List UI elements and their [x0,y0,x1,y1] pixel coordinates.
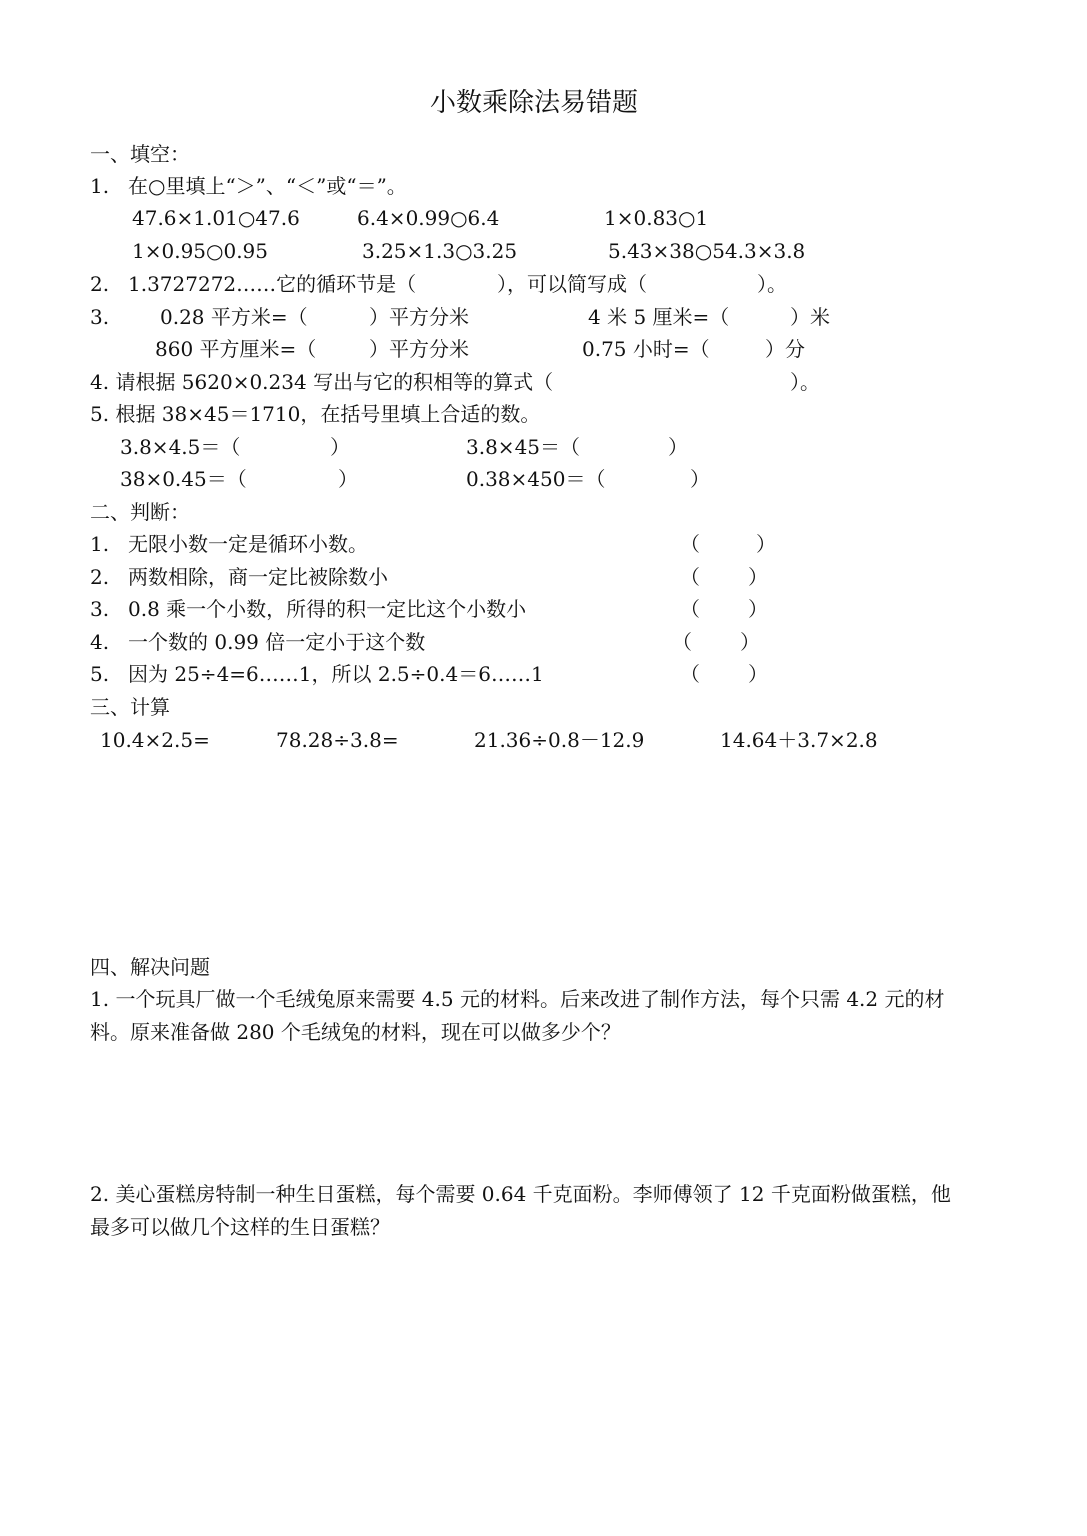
conversion-item: ）分 [765,337,805,361]
compare-item: 47.6×1.01○47.6 [132,206,300,230]
fill-item: 38×0.45＝（ [120,467,247,491]
fill-item: ） [690,467,710,491]
section-heading-fill-blank: 一、填空： [90,142,190,166]
question-text: 无限小数一定是循环小数。 [128,532,368,556]
answer-paren: （ [680,565,700,589]
fill-item: ） [330,435,350,459]
question-text: ），可以简写成（ [497,272,647,296]
compare-item: 5.43×38○54.3×3.8 [608,239,806,263]
answer-paren: （ [672,630,692,654]
question-number: 2. [90,272,110,296]
answer-paren: （ [680,597,700,621]
question-text: 1.3727272……它的循环节是（ [128,272,417,296]
answer-paren: （ [680,662,700,686]
fill-item: ） [668,435,688,459]
calculation-item: 21.36÷0.8－12.9 [474,728,645,752]
question-text: 因为 25÷4=6……1，所以 2.5÷0.4＝6……1 [128,662,544,686]
answer-paren: ） [748,565,768,589]
answer-paren: ） [748,662,768,686]
conversion-item: ）平方分米 [369,305,469,329]
answer-paren: ） [756,532,776,556]
calculation-item: 14.64＋3.7×2.8 [720,728,878,752]
question-number: 5. [90,662,110,686]
question-text: 两数相除，商一定比被除数小 [128,565,388,589]
fill-item: 3.8×45＝（ [466,435,581,459]
conversion-item: 0.28 平方米=（ [160,305,308,329]
word-problem-line: 最多可以做几个这样的生日蛋糕？ [90,1215,390,1239]
answer-paren: ） [748,597,768,621]
question-number: 1. [90,532,110,556]
calculation-item: 78.28÷3.8= [276,728,399,752]
compare-item: 3.25×1.3○3.25 [362,239,518,263]
question-text: ）。 [757,272,787,296]
question-number: 2. [90,565,110,589]
question-text: 一个数的 0.99 倍一定小于这个数 [128,630,426,654]
question-text: 4. 请根据 5620×0.234 写出与它的积相等的算式（ [90,370,554,394]
question-text: ）。 [790,370,820,394]
section-heading-word-problems: 四、解决问题 [90,955,210,979]
answer-paren: （ [680,532,700,556]
conversion-item: ）平方分米 [369,337,469,361]
page-title: 小数乘除法易错题 [430,88,639,118]
conversion-item: 0.75 小时=（ [582,337,710,361]
compare-item: 6.4×0.99○6.4 [357,206,500,230]
question-number: 1. [90,174,110,198]
compare-item: 1×0.95○0.95 [132,239,268,263]
section-heading-judgement: 二、判断： [90,500,190,524]
conversion-item: ）米 [790,305,830,329]
question-text: 在○里填上“＞”、“＜”或“＝”。 [128,174,407,198]
word-problem-line: 1. 一个玩具厂做一个毛绒兔原来需要 4.5 元的材料。后来改进了制作方法，每个只需 4.2 元的材 [90,987,945,1011]
conversion-item: 4 米 5 厘米=（ [588,305,730,329]
question-number: 3. [90,597,110,621]
fill-item: ） [338,467,358,491]
question-number: 4. [90,630,110,654]
question-number: 3. [90,305,110,329]
question-text: 5. 根据 38×45＝1710，在括号里填上合适的数。 [90,402,541,426]
answer-paren: ） [740,630,760,654]
fill-item: 0.38×450＝（ [466,467,606,491]
compare-item: 1×0.83○1 [604,206,709,230]
word-problem-line: 2. 美心蛋糕房特制一种生日蛋糕，每个需要 0.64 千克面粉。李师傅领了 12 千克面粉做蛋糕，他 [90,1182,951,1206]
word-problem-line: 料。原来准备做 280 个毛绒兔的材料，现在可以做多少个？ [90,1020,621,1044]
calculation-item: 10.4×2.5= [100,728,210,752]
fill-item: 3.8×4.5＝（ [120,435,241,459]
question-text: 0.8 乘一个小数，所得的积一定比这个小数小 [128,597,527,621]
section-heading-calculation: 三、计算 [90,695,170,719]
conversion-item: 860 平方厘米=（ [155,337,317,361]
